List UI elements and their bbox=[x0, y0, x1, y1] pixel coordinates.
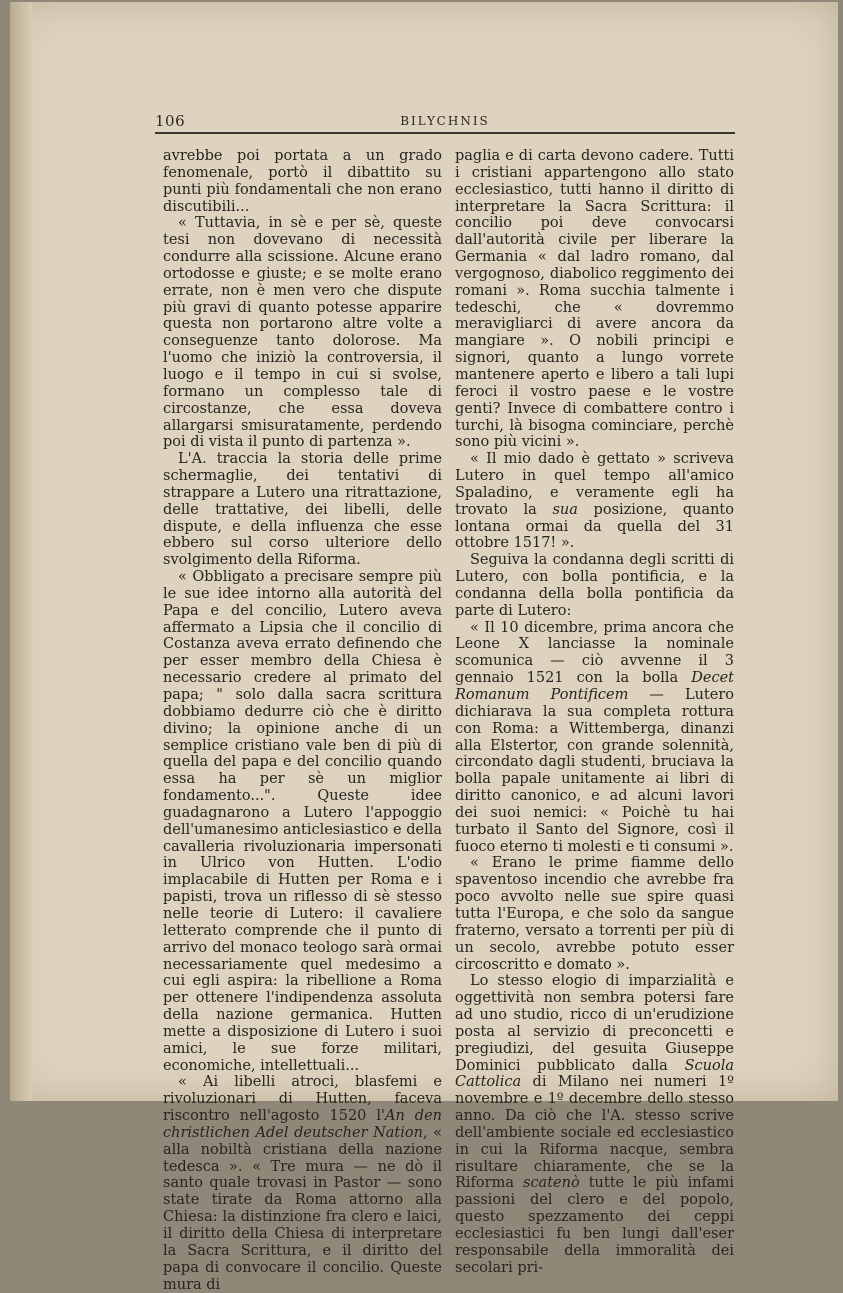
paragraph bbox=[455, 620, 734, 856]
text-run: « Il mio dado è gettato » scriveva Lutero in quel tempo all'amico Spaladino, e veramente egli ha trovato la bbox=[455, 451, 734, 518]
text-run: posizione, quanto lontana ormai da quella del 31 ottobre 1517! ». bbox=[455, 501, 734, 552]
paragraph: paglia e di carta devono cadere. Tutti i cristiani appartengono allo stato ecclesiastico, tutti hanno il diritto di interpretare la Sacra Scrittura: il concilio poi deve convocarsi dall'autorità civile per liberare la Germania « dal ladro romano, dal vergognoso, diabolico reggimento dei romani ». Roma succhia talmente i tedeschi, che « dovremmo meravigliarci di avere ancora da mangiare ». O nobili principi e signori, quanto a lungo vorrete mantenere aperto e libero a tali lupi feroci il vostro paese e le vostre genti? Invece di combattere contro i turchi, là bisogna cominciare, perchè sono più vicini ». bbox=[455, 148, 734, 451]
paragraph bbox=[163, 1074, 442, 1293]
paragraph: « Obbligato a precisare sempre più le sue idee intorno alla autorità del Papa e del concilio, Lutero aveva affermato a Lipsia che il concilio di Costanza aveva errato definendo che per esser membro della Chiesa è necessario credere al primato del papa; " solo dalla sacra scrittura dobbiamo dedurre ciò che è diritto divino; la opinione anche di un semplice cristiano vale ben di più di quella del papa e del concilio quando essa ha per sè un miglior fondamento...". Queste idee guadagnarono a Lutero l'appoggio dell'umanesimo anticlesiastico e della cavalleria rivoluzionaria impersonati in Ulrico von Hutten. L'odio implacabile di Hutten per Roma e i papisti, trova un riflesso di sè stesso nelle teorie di Lutero: il cavaliere letterato comprende che il punto di arrivo del monaco teologo sarà ormai necessariamente quel medesimo a cui egli aspira: la ribellione a Roma per ottenere l'indipendenza assoluta della nazione germanica. Hutten mette a disposizione di Lutero i suoi amici, le sue forze militari, economiche, intellettuali... bbox=[163, 569, 442, 1074]
text-run: di Milano nei numeri 1º novembre e 1º decembre dello stesso anno. Da ciò che l'A. stesso scrive dell'ambiente sociale ed ecclesiastico in cui la Riforma nacque, sembra risultare chiaramente, che se la Riforma bbox=[455, 1074, 734, 1192]
italic-word: sua bbox=[552, 501, 578, 518]
text-run: Lo stesso elogio di imparzialità e oggettività non sembra potersi fare ad uno studio, ricco di un'erudizione posta al servizio di preconcetti e pregiudizi, del gesuita Giuseppe Dominici pubblicato dalla bbox=[455, 973, 734, 1074]
right-column bbox=[455, 148, 734, 1277]
text-run: tutte le più infami passioni del clero e del popolo, questo spezzamento dei ceppi ecclesiastici fu ben lungi dall'eser responsabile della immoralità dei secolari pri- bbox=[455, 1175, 734, 1276]
paragraph: L'A. traccia la storia delle prime schermaglie, dei tentativi di strappare a Lutero una ritrattazione, delle trattative, dei libelli, delle dispute, e della influenza che esse ebbero sul corso ulteriore dello svolgimento della Riforma. bbox=[163, 451, 442, 569]
paragraph: « Erano le prime fiamme dello spaventoso incendio che avrebbe fra poco avvolto nelle sue spire quasi tutta l'Europa, e che solo da sangue fraterno, versato a torrenti per più di un secolo, avrebbe potuto esser circoscritto e domato ». bbox=[455, 855, 734, 973]
italic-title: An den christlichen Adel deutscher Nation bbox=[163, 1108, 442, 1141]
paragraph: avrebbe poi portata a un grado fenomenale, portò il dibattito su punti più fondamentali che non erano discutibili... bbox=[163, 148, 442, 215]
paragraph bbox=[455, 973, 734, 1276]
text-run: « Il 10 dicembre, prima ancora che Leone X lanciasse la nominale scomunica — ciò avvenne il 3 gennaio 1521 con la bolla bbox=[455, 619, 734, 687]
header-rule bbox=[155, 132, 735, 134]
paragraph: « Tuttavia, in sè e per sè, queste tesi non dovevano di necessità condurre alla scissione. Alcune erano ortodosse e giuste; e se molte erano errate, non è men vero che dispute più gravi di quanto potesse apparire questa non portarono altre volte a conseguenze tanto dolorose. Ma l'uomo che iniziò la controversia, il luogo e il tempo in cui si svolse, formano un complesso tale di circostanze, che essa doveva allargarsi smisuratamente, perdendo poi di vista il punto di partenza ». bbox=[163, 215, 442, 451]
left-column bbox=[163, 148, 442, 1293]
text-run: , « alla nobiltà cristiana della nazione tedesca ». « Tre mura — ne dò il santo quale trovasi in Pastor — sono state tirate da Roma attorno alla Chiesa: la distinzione fra clero e laici, il diritto della Chiesa di interpretare la Sacra Scrittura, e il diritto del papa di convocare il concilio. Queste mura di bbox=[163, 1124, 443, 1293]
italic-title: Scuola Cattolica bbox=[455, 1057, 734, 1091]
text-run: « Ai libelli atroci, blasfemi e rivoluzionari di Hutten, faceva riscontro nell'agosto 1520 l' bbox=[163, 1074, 442, 1125]
paragraph bbox=[455, 451, 734, 552]
paragraph: Seguiva la condanna degli scritti di Lutero, con bolla pontificia, e la condanna della bolla pontificia da parte di Lutero: bbox=[455, 552, 734, 619]
text-run: — Lutero dichiarava la sua completa rottura con Roma: a Wittemberga, dinanzi alla Elstertor, con grande solennità, circondato dagli studenti, bruciava la bolla papale unitamente ai libri di diritto canonico, e ad alcuni lavori dei suoi nemici: « Poichè tu hai turbato il Santo del Signore, così il fuoco eterno ti molesti e ti consumi ». bbox=[455, 687, 734, 855]
page-binding-edge bbox=[10, 2, 32, 1101]
page-number: 106 bbox=[155, 112, 186, 130]
italic-title: Decet Romanum Pontificem bbox=[455, 670, 734, 703]
italic-word: scatenò bbox=[523, 1175, 580, 1192]
running-title: BILYCHNIS bbox=[400, 114, 490, 128]
